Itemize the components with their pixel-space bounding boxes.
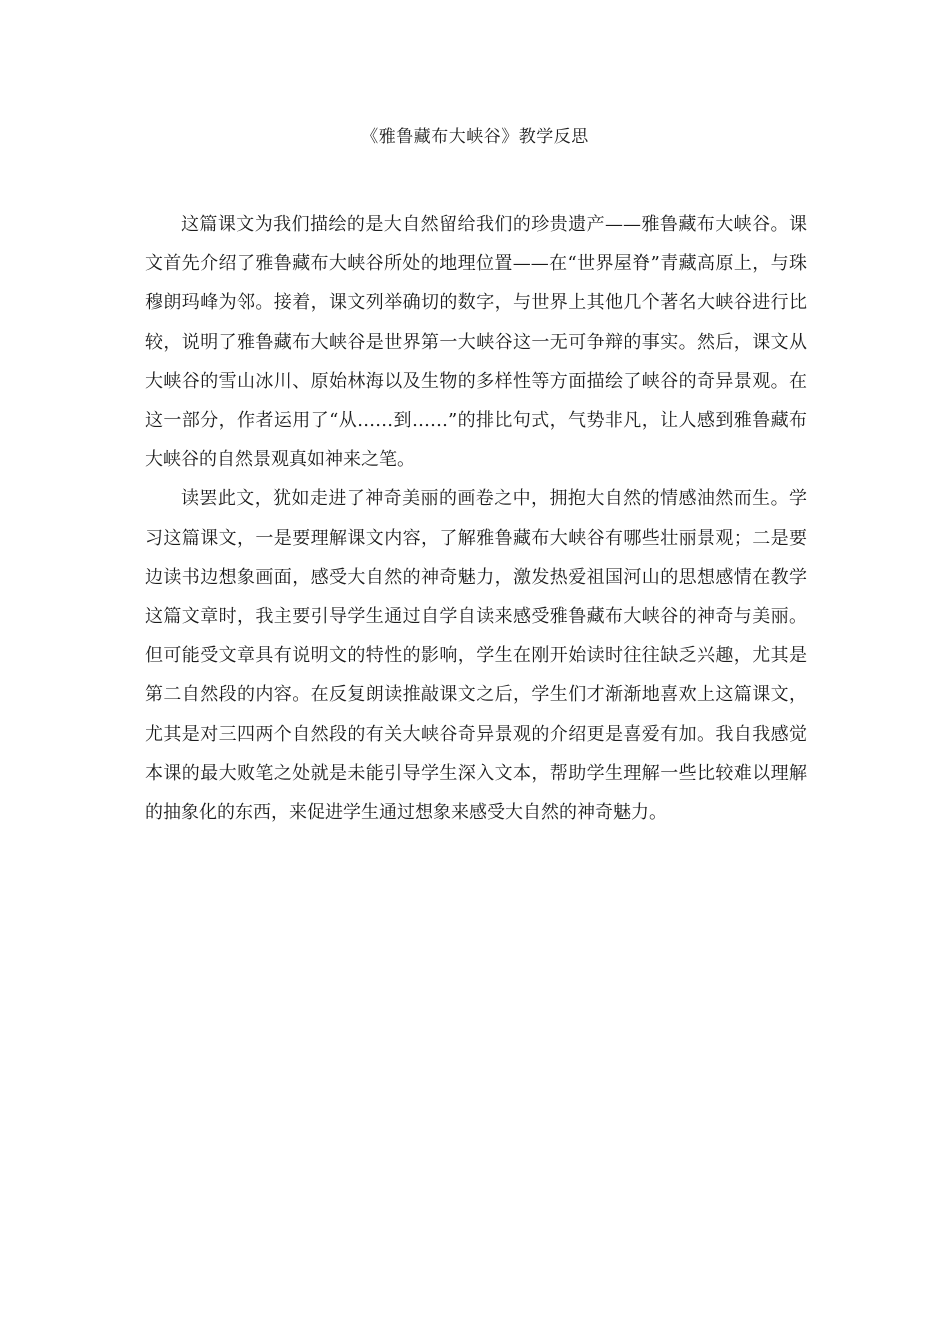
paragraph-1: 这篇课文为我们描绘的是大自然留给我们的珍贵遗产——雅鲁藏布大峡谷。课文首先介绍了雅鲁藏布大峡谷所处的地理位置——在“世界屋脊”青藏高原上，与珠穆朗玛峰为邻。接着，课文列举确切的数字，与世界上其他几个著名大峡谷进行比较，说明了雅鲁藏布大峡谷是世界第一大峡谷这一无可争辩的事实。然后，课文从大峡谷的雪山冰川、原始林海以及生物的多样性等方面描绘了峡谷的奇异景观。在这一部分，作者运用了“从……到……”的排比句式，气势非凡，让人感到雅鲁藏布大峡谷的自然景观真如神来之笔。 (145, 214, 807, 471)
document-title: 《雅鲁藏布大峡谷》教学反思 (361, 127, 589, 147)
paragraph-2: 读罢此文，犹如走进了神奇美丽的画卷之中，拥抱大自然的情感油然而生。学习这篇课文，一是要理解课文内容，了解雅鲁藏布大峡谷有哪些壮丽景观；二是要边读书边想象画面，感受大自然的神奇魅力，激发热爱祖国河山的思想感情在教学这篇文章时，我主要引导学生通过自学自读来感受雅鲁藏布大峡谷的神奇与美丽。但可能受文章具有说明文的特性的影响，学生在刚开始读时往往缺乏兴趣，尤其是第二自然段的内容。在反复朗读推敲课文之后，学生们才渐渐地喜欢上这篇课文，尤其是对三四两个自然段的有关大峡谷奇异景观的介绍更是喜爱有加。我自我感觉本课的最大败笔之处就是未能引导学生深入文本，帮助学生理解一些比较难以理解的抽象化的东西，来促进学生通过想象来感受大自然的神奇魅力。 (145, 488, 807, 824)
document-body (145, 205, 807, 832)
